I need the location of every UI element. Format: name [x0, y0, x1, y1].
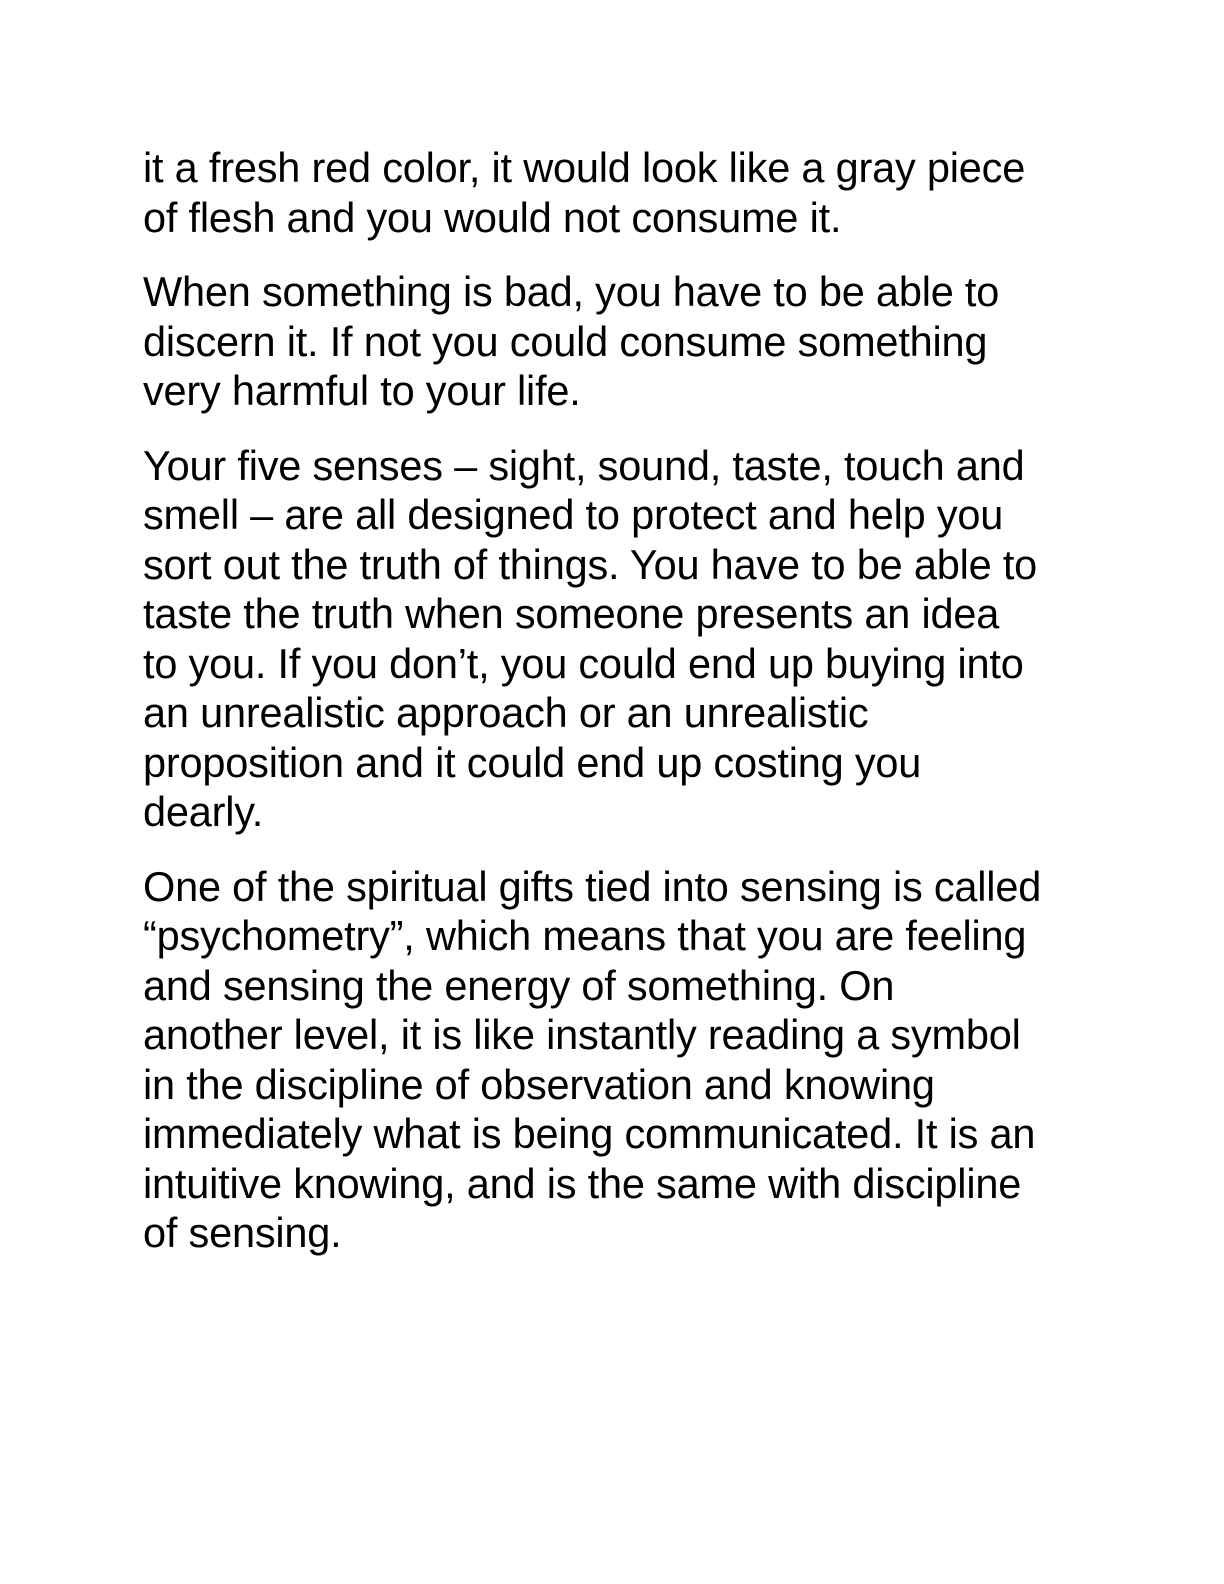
- document-page: [143, 143, 1083, 1283]
- text-line: to you. If you don’t, you could end up buying into: [143, 639, 1024, 687]
- paragraph-1: [143, 143, 1083, 242]
- text-line: immediately what is being communicated. It is an: [143, 1110, 1036, 1157]
- text-line: another level, it is like instantly reading a symbol: [143, 1011, 1021, 1058]
- text-line: “psychometry”, which means that you are feeling: [143, 912, 1027, 959]
- paragraph-3: [143, 441, 1083, 837]
- text-line: discern it. If not you could consume something: [143, 317, 988, 365]
- text-line: smell – are all designed to protect and help you: [143, 491, 1004, 538]
- text-line: taste the truth when someone presents an idea: [143, 590, 1000, 637]
- text-line: of sensing.: [143, 1209, 342, 1256]
- text-line: in the discipline of observation and knowing: [143, 1060, 935, 1108]
- text-line: of flesh and you would not consume it.: [143, 193, 842, 241]
- text-line: and sensing the energy of something. On: [143, 961, 895, 1009]
- text-line: an unrealistic approach or an unrealistic: [143, 689, 869, 736]
- text-line: When something is bad, you have to be able to: [143, 268, 1000, 315]
- text-line: One of the spiritual gifts tied into sensing is called: [143, 862, 1042, 910]
- text-line: very harmful to your life.: [143, 367, 581, 414]
- text-line: intuitive knowing, and is the same with discipline: [143, 1159, 1022, 1207]
- text-line: dearly.: [143, 788, 264, 835]
- text-line: proposition and it could end up costing you: [143, 738, 922, 786]
- text-line: sort out the truth of things. You have to be able to: [143, 540, 1038, 588]
- paragraph-4: [143, 862, 1083, 1258]
- text-line: Your five senses – sight, sound, taste, touch and: [143, 441, 1025, 489]
- text-line: it a fresh red color, it would look like a gray piece: [143, 144, 1026, 191]
- paragraph-2: [143, 267, 1083, 416]
